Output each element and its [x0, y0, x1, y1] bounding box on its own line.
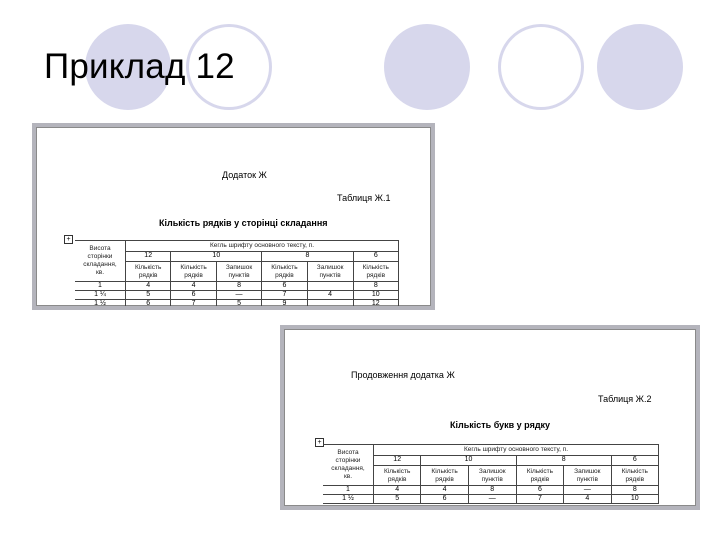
appendix-label: Продовження додатка Ж: [351, 370, 455, 380]
document-image-2: [280, 325, 700, 510]
cell: 1: [75, 282, 126, 291]
group-header: Кегль шрифту основного тексту, п.: [126, 241, 399, 252]
subheader: Залишок пунктів: [468, 466, 516, 486]
data-table: [75, 240, 399, 309]
table-title: Кількість рядків у сторінці складання: [159, 218, 328, 228]
decor-circle-5: [597, 24, 683, 110]
cell: 6: [262, 282, 307, 291]
table-expand-icon[interactable]: +: [315, 438, 324, 447]
table-row: [75, 300, 399, 309]
cell: 4: [126, 282, 171, 291]
table-title: Кількість букв у рядку: [450, 420, 551, 430]
table-row: [75, 291, 399, 300]
cell: 8: [353, 282, 398, 291]
subheader: Кількість рядків: [262, 262, 307, 282]
subheader: Кількість рядків: [374, 466, 421, 486]
subheader: Кількість рядків: [171, 262, 216, 282]
cell: 1: [323, 486, 374, 495]
col0-header: Висота сторінки складання, кв.: [323, 445, 374, 486]
cell: 6: [126, 300, 171, 309]
slide-title: Приклад 12: [44, 47, 235, 86]
cell: 1 ½: [323, 495, 374, 504]
cell: 1 ½: [75, 300, 126, 309]
decor-circle-4: [498, 24, 584, 110]
table-number: Таблиця Ж.2: [598, 394, 652, 404]
subheader: Запишок пунктів: [216, 262, 261, 282]
cell: 7: [171, 300, 216, 309]
cell: 8: [468, 486, 516, 495]
size-header: 10: [421, 455, 516, 466]
subheader: Запишок пунктів: [564, 466, 611, 486]
decor-circle-3: [384, 24, 470, 110]
group-header: Кегль шрифту основного тексту, п.: [374, 445, 659, 456]
cell: 5: [374, 495, 421, 504]
cell: [307, 300, 353, 309]
cell: 12: [353, 300, 398, 309]
cell: 1 ¼: [75, 291, 126, 300]
subheader: Кількість рядків: [611, 466, 658, 486]
col0-header: Висота сторінки складання, кв.: [75, 241, 126, 282]
cell: —: [564, 486, 611, 495]
subheader: Кількість рядків: [353, 262, 398, 282]
table-expand-icon[interactable]: +: [64, 235, 73, 244]
size-header: 12: [126, 251, 171, 262]
size-header: 8: [262, 251, 353, 262]
cell: 4: [374, 486, 421, 495]
document-image-1: [32, 123, 435, 310]
size-header: 6: [353, 251, 398, 262]
cell: 8: [611, 486, 658, 495]
subheader: Кількість рядків: [126, 262, 171, 282]
cell: 4: [564, 495, 611, 504]
cell: 6: [516, 486, 563, 495]
cell: —: [216, 291, 261, 300]
size-header: 10: [171, 251, 262, 262]
table-number: Таблиця Ж.1: [337, 193, 391, 203]
cell: 8: [216, 282, 261, 291]
cell: 5: [126, 291, 171, 300]
size-header: 6: [611, 455, 658, 466]
size-header: 12: [374, 455, 421, 466]
cell: 7: [516, 495, 563, 504]
size-header: 8: [516, 455, 611, 466]
cell: —: [468, 495, 516, 504]
document-page: [284, 329, 696, 506]
cell: 5: [216, 300, 261, 309]
cell: 10: [353, 291, 398, 300]
data-table: [323, 444, 659, 504]
table-row: [75, 282, 399, 291]
cell: 4: [307, 291, 353, 300]
subheader: Залишок пунктів: [307, 262, 353, 282]
cell: 6: [171, 291, 216, 300]
cell: 10: [611, 495, 658, 504]
appendix-label: Додаток Ж: [222, 170, 267, 180]
document-page: [36, 127, 431, 306]
table-row: [323, 495, 659, 504]
cell: 4: [171, 282, 216, 291]
cell: [307, 282, 353, 291]
subheader: Кількість рядків: [516, 466, 563, 486]
cell: 4: [421, 486, 468, 495]
cell: 7: [262, 291, 307, 300]
cell: 9: [262, 300, 307, 309]
table-row: [323, 486, 659, 495]
cell: 6: [421, 495, 468, 504]
subheader: Кількість рядків: [421, 466, 468, 486]
